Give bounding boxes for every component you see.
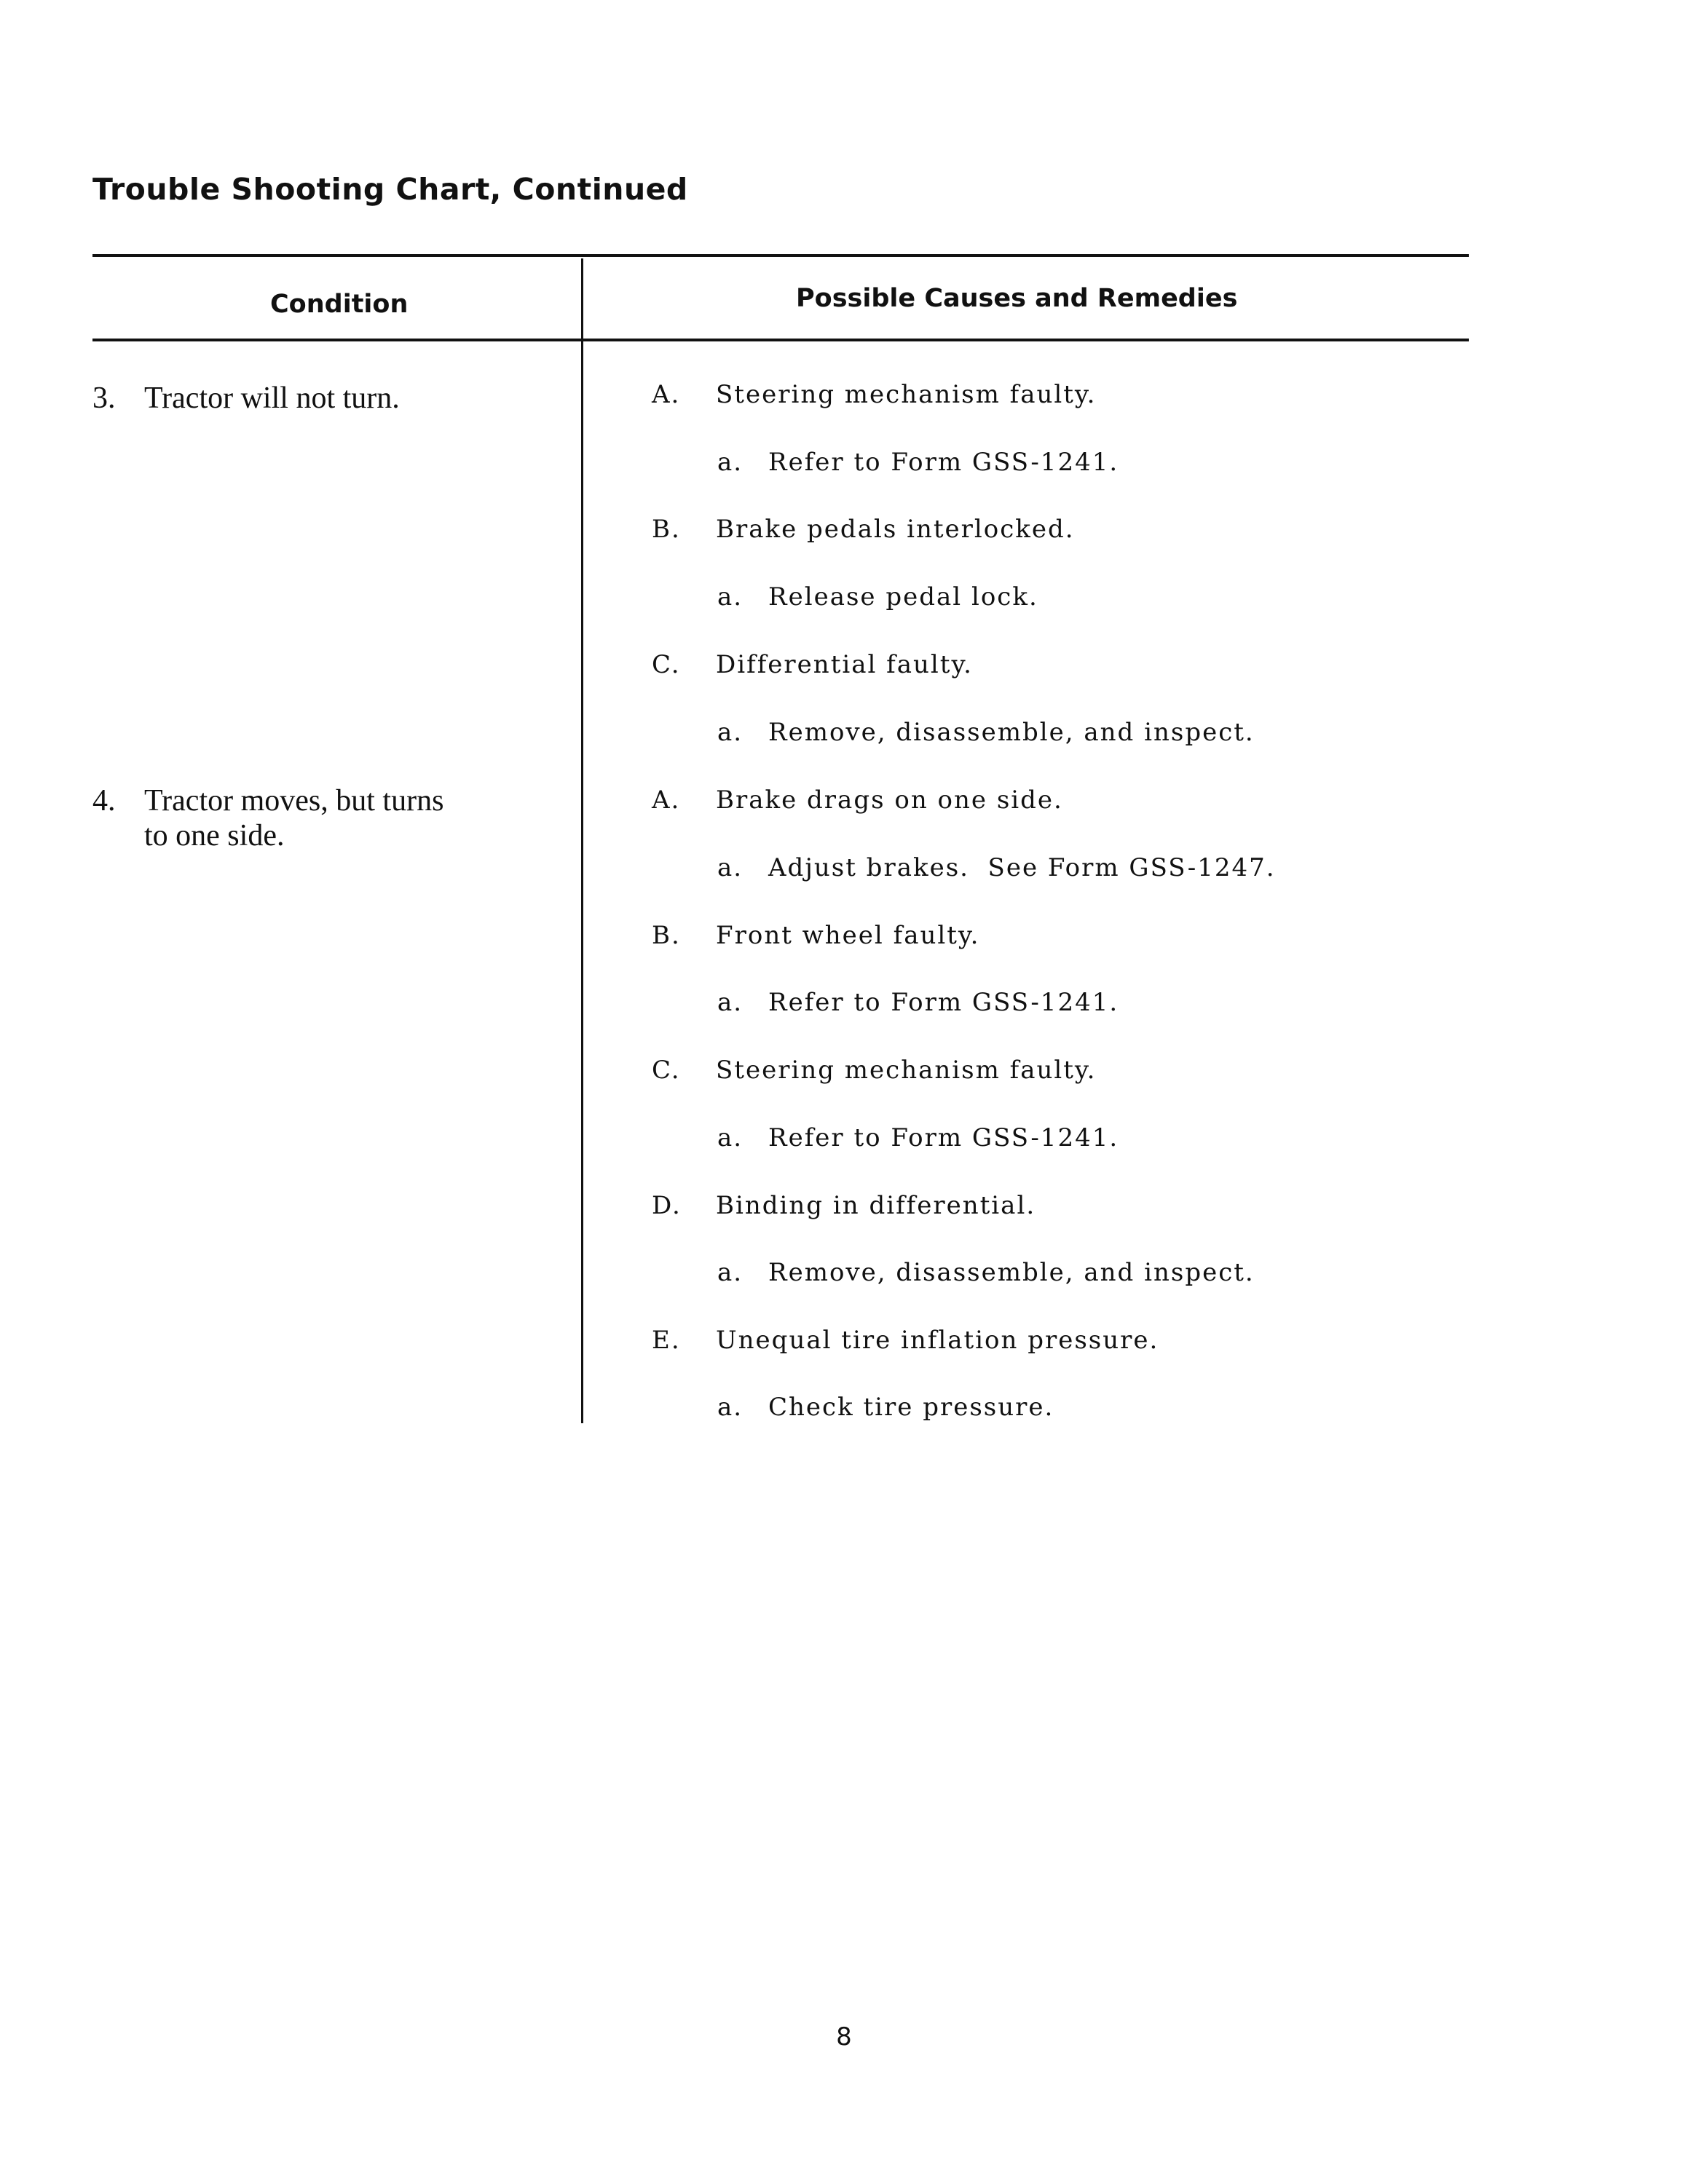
condition-text-continued: to one side. (144, 819, 285, 852)
remedy-text: Remove, disassemble, and inspect. (768, 718, 1255, 747)
cause-label: C. (652, 1056, 681, 1085)
condition-number: 3. (92, 381, 116, 415)
table-top-rule (92, 254, 1469, 257)
cause-item (652, 1326, 1159, 1355)
remedy-label: a. (717, 718, 744, 747)
cause-item (652, 380, 1096, 409)
remedy-item (717, 1123, 1119, 1152)
condition-column-header: Condition (270, 290, 409, 319)
cause-item (652, 650, 973, 679)
remedy-text: Refer to Form GSS-1241. (768, 448, 1119, 477)
remedy-item (717, 582, 1038, 612)
cause-item (652, 786, 1063, 815)
cause-label: B. (652, 515, 681, 544)
cause-label: A. (652, 380, 681, 409)
page-number: 8 (836, 2022, 852, 2052)
condition-text: Tractor moves, but turns (144, 784, 444, 818)
condition-item (92, 381, 400, 416)
cause-item (652, 1191, 1036, 1220)
cause-item (652, 921, 979, 950)
remedy-text: Refer to Form GSS-1241. (768, 1123, 1119, 1152)
remedy-label: a. (717, 1123, 744, 1152)
remedy-text: Remove, disassemble, and inspect. (768, 1258, 1255, 1287)
table-header-rule (92, 339, 1469, 341)
condition-item (92, 783, 443, 853)
remedy-label: a. (717, 988, 744, 1017)
remedy-item (717, 448, 1119, 477)
cause-text: Front wheel faulty. (716, 921, 980, 950)
remedy-item (717, 1393, 1054, 1422)
remedy-label: a. (717, 1258, 744, 1287)
remedy-label: a. (717, 448, 744, 477)
remedy-item (717, 988, 1119, 1017)
remedy-item (717, 853, 1276, 882)
condition-text: Tractor will not turn. (144, 381, 400, 415)
cause-label: B. (652, 921, 681, 950)
cause-text: Unequal tire inflation pressure. (716, 1326, 1159, 1355)
cause-text: Brake drags on one side. (716, 786, 1063, 815)
remedy-text: Refer to Form GSS-1241. (768, 988, 1119, 1017)
cause-text: Differential faulty. (716, 650, 973, 679)
remedy-item (717, 1258, 1255, 1287)
cause-label: C. (652, 650, 681, 679)
column-divider (581, 258, 583, 1423)
remedy-label: a. (717, 582, 744, 612)
remedy-item (717, 718, 1255, 747)
remedy-label: a. (717, 853, 744, 882)
cause-text: Steering mechanism faulty. (716, 1056, 1097, 1085)
remedy-label: a. (717, 1393, 744, 1422)
cause-item (652, 515, 1075, 544)
cause-text: Binding in differential. (716, 1191, 1036, 1220)
cause-label: A. (652, 786, 681, 815)
remedy-text: Check tire pressure. (768, 1393, 1054, 1422)
cause-text: Brake pedals interlocked. (716, 515, 1075, 544)
cause-item (652, 1056, 1096, 1085)
causes-column-header: Possible Causes and Remedies (796, 284, 1238, 313)
condition-number: 4. (92, 784, 116, 818)
remedy-text: Release pedal lock. (768, 582, 1038, 612)
cause-label: E. (652, 1326, 681, 1355)
cause-label: D. (652, 1191, 682, 1220)
remedy-text: Adjust brakes. See Form GSS-1247. (768, 853, 1276, 882)
page-title: Trouble Shooting Chart, Continued (92, 172, 688, 207)
cause-text: Steering mechanism faulty. (716, 380, 1097, 409)
